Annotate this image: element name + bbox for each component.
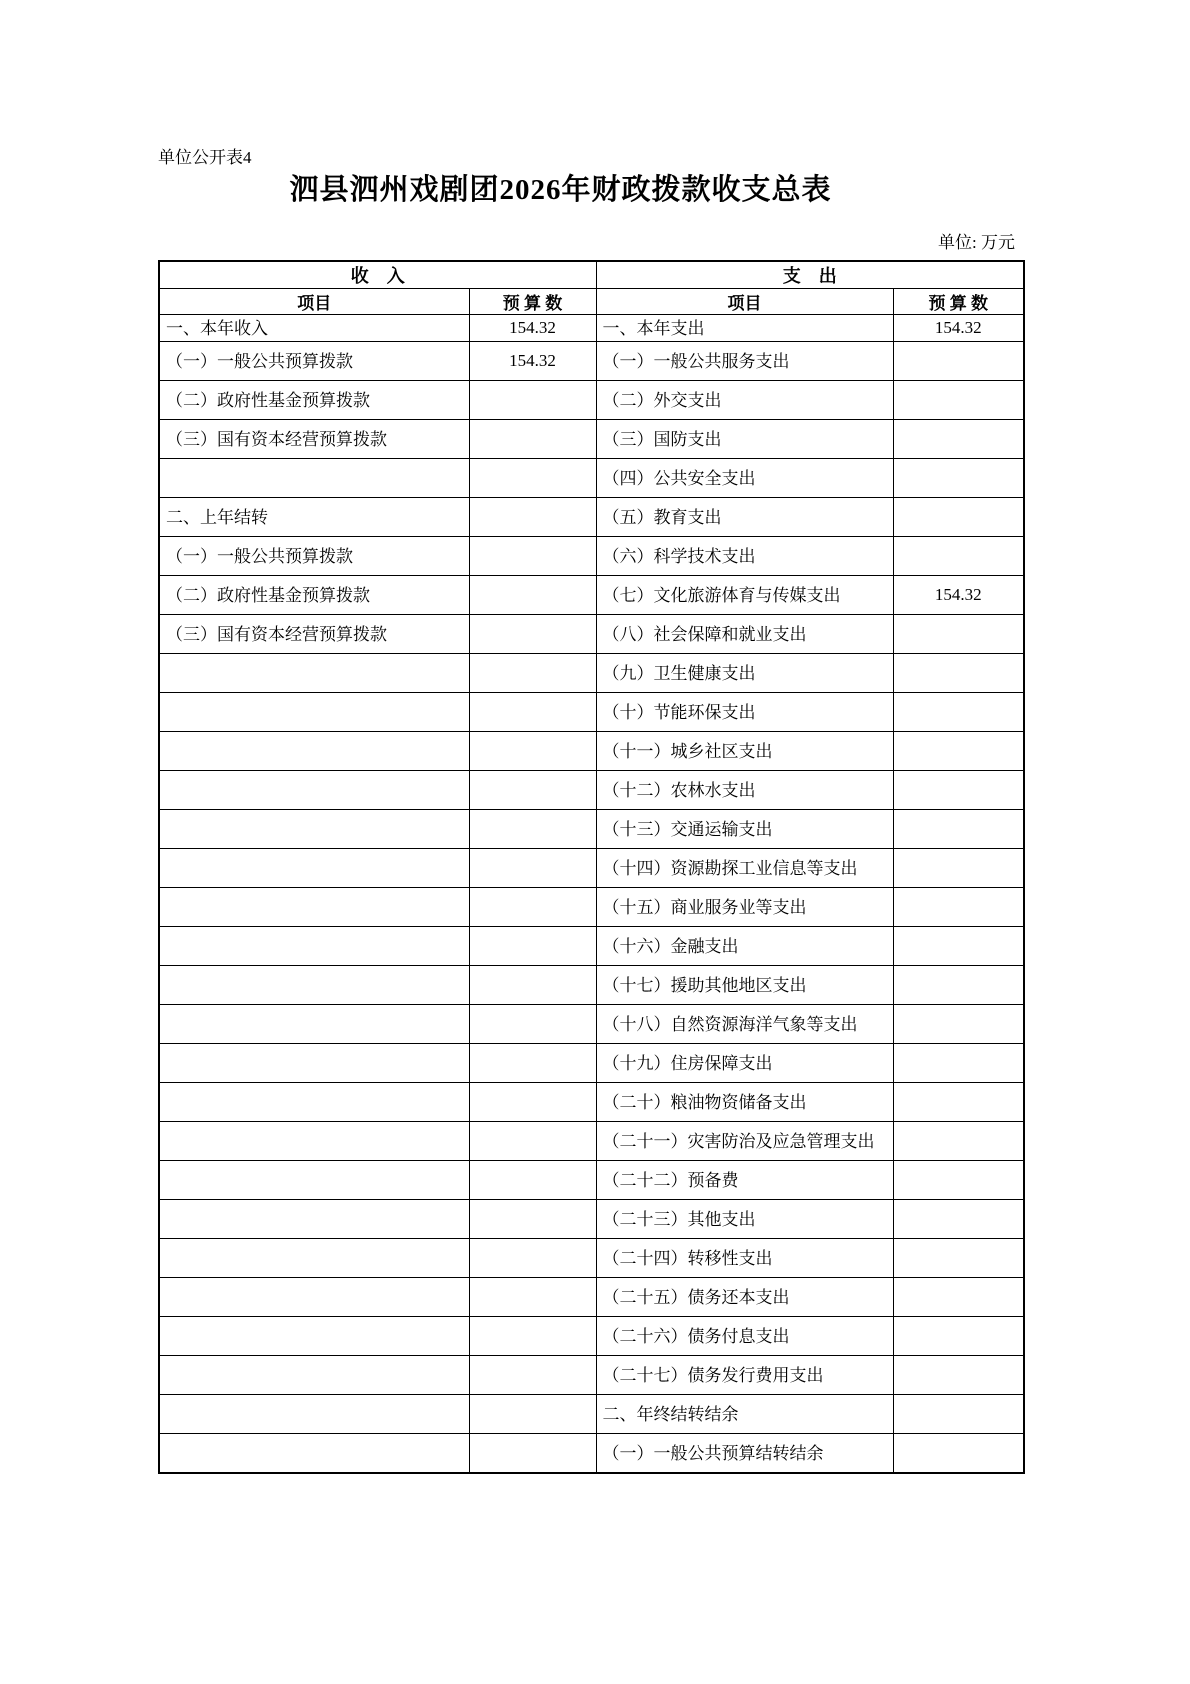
table-row [159, 771, 1024, 810]
table-row [159, 1083, 1024, 1122]
expense-item-cell: 二、年终结转结余 [596, 1395, 893, 1434]
expense-budget-cell [893, 654, 1024, 693]
expense-budget-cell [893, 1005, 1024, 1044]
expense-item-cell: （二十七）债务发行费用支出 [596, 1356, 893, 1395]
expense-item-cell: （二十五）债务还本支出 [596, 1278, 893, 1317]
expense-budget-cell [893, 927, 1024, 966]
income-item-cell [159, 1005, 469, 1044]
expense-item-cell: （一）一般公共预算结转结余 [596, 1434, 893, 1474]
expense-budget-cell [893, 1317, 1024, 1356]
income-budget-cell [469, 849, 596, 888]
expense-budget-cell [893, 1083, 1024, 1122]
expense-item-cell: 一、本年支出 [596, 315, 893, 342]
expense-item-cell: （二十二）预备费 [596, 1161, 893, 1200]
income-item-cell [159, 1200, 469, 1239]
expense-budget-cell [893, 459, 1024, 498]
unit-note: 单位: 万元 [938, 233, 1015, 252]
expense-budget-cell: 154.32 [893, 576, 1024, 615]
expense-budget-cell [893, 537, 1024, 576]
table-row [159, 498, 1024, 537]
section-header-row [159, 261, 1024, 289]
income-budget-cell: 154.32 [469, 315, 596, 342]
expense-item-cell: （五）教育支出 [596, 498, 893, 537]
income-budget-cell [469, 693, 596, 732]
table-row [159, 732, 1024, 771]
expense-item-cell: （十一）城乡社区支出 [596, 732, 893, 771]
income-budget-cell [469, 771, 596, 810]
income-item-cell [159, 888, 469, 927]
income-budget-cell [469, 654, 596, 693]
expense-budget-cell [893, 1278, 1024, 1317]
expense-item-cell: （四）公共安全支出 [596, 459, 893, 498]
expense-item-cell: （十九）住房保障支出 [596, 1044, 893, 1083]
income-budget-cell [469, 732, 596, 771]
expense-budget-cell [893, 771, 1024, 810]
expense-budget-cell [893, 1395, 1024, 1434]
table-row [159, 1395, 1024, 1434]
expense-item-cell: （七）文化旅游体育与传媒支出 [596, 576, 893, 615]
table-row [159, 1161, 1024, 1200]
income-budget-cell [469, 459, 596, 498]
table-row [159, 888, 1024, 927]
expense-budget-header: 预 算 数 [893, 289, 1024, 315]
expense-budget-cell [893, 498, 1024, 537]
income-item-cell: （二）政府性基金预算拨款 [159, 576, 469, 615]
income-budget-cell [469, 381, 596, 420]
income-item-cell: （三）国有资本经营预算拨款 [159, 420, 469, 459]
income-item-cell [159, 654, 469, 693]
expense-budget-cell [893, 615, 1024, 654]
expense-item-cell: （二）外交支出 [596, 381, 893, 420]
table-row [159, 315, 1024, 342]
table-row [159, 1122, 1024, 1161]
income-item-cell: 二、上年结转 [159, 498, 469, 537]
expense-budget-cell [893, 1434, 1024, 1474]
table-row [159, 420, 1024, 459]
expense-budget-cell [893, 342, 1024, 381]
expense-item-cell: （十四）资源勘探工业信息等支出 [596, 849, 893, 888]
table-row [159, 1200, 1024, 1239]
expense-item-cell: （二十一）灾害防治及应急管理支出 [596, 1122, 893, 1161]
income-budget-cell [469, 1239, 596, 1278]
expense-item-cell: （十）节能环保支出 [596, 693, 893, 732]
income-budget-cell [469, 1005, 596, 1044]
income-budget-cell [469, 1317, 596, 1356]
income-budget-cell [469, 966, 596, 1005]
expense-item-cell: （九）卫生健康支出 [596, 654, 893, 693]
expense-item-cell: （二十三）其他支出 [596, 1200, 893, 1239]
table-row [159, 1239, 1024, 1278]
table-row [159, 966, 1024, 1005]
income-budget-cell [469, 576, 596, 615]
income-item-cell [159, 1083, 469, 1122]
expense-budget-cell [893, 1239, 1024, 1278]
income-budget-cell [469, 1122, 596, 1161]
table-row [159, 654, 1024, 693]
expense-item-cell: （一）一般公共服务支出 [596, 342, 893, 381]
income-budget-cell [469, 810, 596, 849]
income-item-header: 项目 [159, 289, 469, 315]
table-row [159, 615, 1024, 654]
income-budget-cell [469, 1161, 596, 1200]
income-budget-cell [469, 1434, 596, 1474]
income-item-cell [159, 459, 469, 498]
income-item-cell: （一）一般公共预算拨款 [159, 342, 469, 381]
income-item-cell: 一、本年收入 [159, 315, 469, 342]
income-budget-cell [469, 1356, 596, 1395]
expense-budget-cell [893, 810, 1024, 849]
income-budget-cell [469, 615, 596, 654]
expense-budget-cell [893, 966, 1024, 1005]
expense-budget-cell [893, 1356, 1024, 1395]
income-budget-cell [469, 537, 596, 576]
page-title: 泗县泗州戏剧团2026年财政拨款收支总表 [289, 174, 832, 206]
income-section-header: 收 入 [159, 261, 596, 289]
income-item-cell [159, 1239, 469, 1278]
expense-item-cell: （十五）商业服务业等支出 [596, 888, 893, 927]
income-item-cell [159, 810, 469, 849]
expense-item-cell: （十七）援助其他地区支出 [596, 966, 893, 1005]
income-item-cell [159, 966, 469, 1005]
doc-label: 单位公开表4 [158, 148, 252, 167]
table-row [159, 849, 1024, 888]
expense-budget-cell [893, 420, 1024, 459]
table-row [159, 693, 1024, 732]
income-item-cell: （三）国有资本经营预算拨款 [159, 615, 469, 654]
expense-item-cell: （六）科学技术支出 [596, 537, 893, 576]
income-item-cell [159, 1161, 469, 1200]
income-budget-cell [469, 1278, 596, 1317]
income-item-cell [159, 1122, 469, 1161]
expense-budget-cell [893, 693, 1024, 732]
income-budget-cell [469, 420, 596, 459]
income-budget-cell [469, 1395, 596, 1434]
table-row [159, 537, 1024, 576]
table-row [159, 342, 1024, 381]
table-row [159, 459, 1024, 498]
table-row [159, 927, 1024, 966]
expense-budget-cell [893, 1161, 1024, 1200]
table-row [159, 381, 1024, 420]
table-row [159, 810, 1024, 849]
expense-budget-cell [893, 381, 1024, 420]
income-item-cell [159, 1317, 469, 1356]
table-row [159, 1356, 1024, 1395]
table-row [159, 1278, 1024, 1317]
income-budget-cell: 154.32 [469, 342, 596, 381]
table-row [159, 576, 1024, 615]
income-item-cell [159, 1278, 469, 1317]
expense-item-header: 项目 [596, 289, 893, 315]
expense-item-cell: （八）社会保障和就业支出 [596, 615, 893, 654]
income-item-cell [159, 1395, 469, 1434]
expense-budget-cell: 154.32 [893, 315, 1024, 342]
table-row [159, 1005, 1024, 1044]
expense-budget-cell [893, 1122, 1024, 1161]
expense-item-cell: （十二）农林水支出 [596, 771, 893, 810]
expense-budget-cell [893, 888, 1024, 927]
table-row [159, 1434, 1024, 1474]
income-item-cell [159, 849, 469, 888]
income-budget-cell [469, 498, 596, 537]
table-row [159, 1317, 1024, 1356]
expense-item-cell: （十三）交通运输支出 [596, 810, 893, 849]
income-item-cell: （二）政府性基金预算拨款 [159, 381, 469, 420]
table-row [159, 1044, 1024, 1083]
budget-table [158, 260, 1025, 1474]
expense-item-cell: （二十六）债务付息支出 [596, 1317, 893, 1356]
income-budget-cell [469, 1200, 596, 1239]
expense-budget-cell [893, 1200, 1024, 1239]
income-item-cell: （一）一般公共预算拨款 [159, 537, 469, 576]
column-header-row [159, 289, 1024, 315]
income-item-cell [159, 1044, 469, 1083]
income-budget-cell [469, 1044, 596, 1083]
expense-budget-cell [893, 849, 1024, 888]
income-item-cell [159, 1356, 469, 1395]
income-budget-cell [469, 888, 596, 927]
expense-item-cell: （二十）粮油物资储备支出 [596, 1083, 893, 1122]
income-budget-header: 预 算 数 [469, 289, 596, 315]
expense-item-cell: （二十四）转移性支出 [596, 1239, 893, 1278]
income-item-cell [159, 927, 469, 966]
expense-item-cell: （三）国防支出 [596, 420, 893, 459]
income-item-cell [159, 693, 469, 732]
income-budget-cell [469, 1083, 596, 1122]
expense-budget-cell [893, 1044, 1024, 1083]
expense-section-header: 支 出 [596, 261, 1024, 289]
expense-item-cell: （十六）金融支出 [596, 927, 893, 966]
table-body [159, 315, 1024, 1474]
income-item-cell [159, 732, 469, 771]
income-item-cell [159, 1434, 469, 1474]
income-item-cell [159, 771, 469, 810]
income-budget-cell [469, 927, 596, 966]
expense-budget-cell [893, 732, 1024, 771]
expense-item-cell: （十八）自然资源海洋气象等支出 [596, 1005, 893, 1044]
